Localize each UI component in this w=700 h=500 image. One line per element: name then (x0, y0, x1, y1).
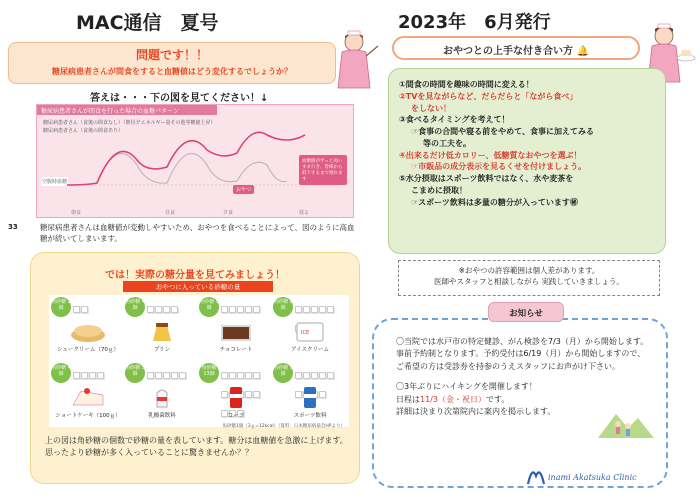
sugar-cubes (73, 365, 119, 385)
sugar-cube (155, 306, 162, 313)
sugar-panel (30, 252, 360, 484)
news-date-value: 11/3（金・祝日） (420, 394, 486, 404)
sugar-badge: 角砂糖 2個 (51, 297, 71, 317)
tip-4-detail: ☞市販品の成分表示を見るくせを付けましょう。 (411, 162, 587, 172)
sugar-cube (171, 372, 178, 379)
sugar-cubes (295, 299, 341, 319)
news-item-2: 〇3年ぶりにハイキングを開催します！ (396, 382, 537, 392)
sugar-item (51, 295, 125, 359)
tip-3: ③食べるタイミングを考えて！ (399, 115, 510, 125)
news-date-prefix: 日程は (396, 394, 420, 404)
sugar-note: 角砂糖1個（3ｇ=12kcal）（資料：日本糖尿病協会HPより） (222, 424, 345, 429)
tip-2: ②TVを見ながらなど、だらだらと「ながら食べ」 (399, 91, 578, 101)
news-item-2-detail: 詳細は決まり次第院内に案内を掲示します。 (396, 406, 556, 416)
tip-2-cont: をしない！ (411, 103, 451, 113)
tips-header (392, 36, 640, 60)
sugar-cube (81, 372, 88, 379)
cola-can-icon (215, 385, 257, 409)
tip-5-cont: こまめに摂取！ (411, 185, 467, 195)
sugar-cube (229, 306, 236, 313)
sugar-cube (295, 306, 302, 313)
nurse-pointing-illustration (330, 28, 380, 92)
graph-time-3: 夕食 (223, 210, 234, 216)
sugar-cube (163, 372, 170, 379)
sugar-item (199, 295, 273, 359)
sugar-item (273, 295, 347, 359)
clinic-logo-mark (526, 464, 666, 486)
sugar-cube (245, 306, 252, 313)
news-date-suffix: です。 (485, 394, 510, 404)
cream-puff-icon (67, 319, 109, 343)
sugar-badge: 角砂糖 9個 (273, 363, 293, 383)
issue-date: 2023年 6月発行 (398, 12, 551, 33)
clinic-logo (526, 464, 666, 486)
sugar-cube (311, 372, 318, 379)
sugar-cube (171, 306, 178, 313)
sugar-cube (179, 372, 186, 379)
shortcake-icon (67, 385, 109, 409)
sugar-cube (147, 372, 154, 379)
graph-note: 血糖値がずっと高いまま行き、皆様から低下するまで遅れます (299, 155, 347, 185)
sugar-badge: 角砂糖 13個 (199, 363, 219, 383)
tip-4: ④出来るだけ低カロリー、低糖質なおやつを選ぶ！ (399, 150, 582, 160)
graph-y-label: 空腹時血糖 (42, 179, 68, 185)
sugar-cube (245, 372, 252, 379)
tip-3-detail-cont: 等の工夫を。 (423, 138, 471, 148)
tip-1: ①間食の時間を趣味の時間に変える！ (399, 80, 534, 89)
sugar-cube (295, 372, 302, 379)
sugar-cube (237, 306, 244, 313)
sugar-cube (73, 306, 80, 313)
tip-3-detail: ☞食事の合間や寝る前をやめて、食事に加えてみる (411, 127, 595, 136)
tips-panel (388, 68, 666, 254)
graph-legend-2: 糖尿病患者さん（食後の間食あり） (43, 128, 124, 134)
sugar-cube (155, 372, 162, 379)
question-text: 糖尿病患者さんが間食をすると血糖値はどう変化するでしょうか？ (52, 67, 292, 76)
sugar-cube (303, 306, 310, 313)
sugar-badge: 角砂糖 5個 (199, 297, 219, 317)
graph-time-2: 昼食 (165, 210, 176, 216)
sugar-cube (97, 372, 104, 379)
sugar-cubes (147, 299, 193, 319)
tips-header-text: おやつとの上手な付き合い方 (443, 46, 574, 57)
sugar-cube (253, 372, 260, 379)
sugar-name: ショートケーキ（100ｇ） (55, 413, 121, 419)
answer-prompt: 答えは・・・下の図を見てください！↓ (90, 93, 269, 104)
hiking-illustration (598, 402, 654, 438)
news-item-1: 〇当院では水戸市の特定健診、がん検診を7/3（月）から開始します。 (396, 337, 649, 346)
sugar-name: チョコレート (219, 347, 253, 353)
sugar-cube (327, 372, 334, 379)
sugar-item (51, 361, 125, 425)
notice-line-1: ※おやつの許容範囲は個人差があります。 (458, 266, 600, 275)
blood-sugar-graph (36, 104, 354, 218)
sugar-cube (311, 306, 318, 313)
sugar-cube (221, 306, 228, 313)
explanation-text: 糖尿病患者さんは血糖値が変動しやすいため、おやつを食べることによって、図のように高血糖が続いてしまいます。 (40, 223, 355, 244)
ice-cream-icon (289, 319, 331, 343)
svg-text:ICE: ICE (301, 330, 310, 336)
graph-legend-1: 糖尿病患者さん（食後の間食なし）（朝昼夕エネルギー量その他等糖値上昇） (43, 120, 216, 126)
notice-line-2: 医師やスタッフと相談しながら 実践していきましょう。 (434, 277, 624, 287)
sugar-item (125, 361, 199, 425)
question-label: 問題です！！ (135, 48, 208, 62)
sugar-grid (49, 295, 349, 427)
newsletter-title: MAC通信 夏号 (76, 12, 219, 34)
snack-label: おやつ (233, 185, 254, 194)
sugar-name: スポーツ飲料 (293, 413, 327, 419)
graph-time-4: 寝る (299, 210, 310, 216)
sugar-cube (319, 372, 326, 379)
graph-title: 糖尿病患者さんが間食を行った場合の血糖パターン (37, 105, 217, 115)
sugar-name: コーラ (227, 413, 245, 419)
sugar-cube (147, 306, 154, 313)
sugar-cube (327, 306, 334, 313)
sugar-badge: 角砂糖 4個 (51, 363, 71, 383)
sugar-cubes (295, 365, 341, 385)
sports-drink-icon (289, 385, 331, 409)
sugar-cube (253, 306, 260, 313)
sugar-name: 乳酸菌飲料 (148, 413, 176, 419)
pudding-icon (141, 319, 183, 343)
sugar-badge: 角砂糖 8個 (273, 297, 293, 317)
sugar-cube (163, 306, 170, 313)
svg-text:inami Akatsuka Clinic: inami Akatsuka Clinic (548, 473, 637, 482)
news-tag: お知らせ (488, 302, 564, 322)
sugar-item (273, 361, 347, 425)
tip-5-detail: ☞スポーツ飲料は多量の糖分が入っています㊙ (411, 197, 578, 207)
explanation-marker: 33 (8, 223, 18, 231)
sugar-cube (237, 372, 244, 379)
graph-time-1: 朝食 (71, 210, 82, 216)
graph-explanation (8, 222, 360, 245)
sugar-name: プリン (153, 347, 171, 353)
sugar-name: シュークリーム（70ｇ） (57, 347, 119, 353)
sugar-cube (221, 372, 228, 379)
sugar-cube (81, 306, 88, 313)
sugar-cube (89, 372, 96, 379)
sugar-cube (319, 306, 326, 313)
sugar-badge: 角砂糖 4個 (125, 297, 145, 317)
tip-5: ⑤水分摂取はスポーツ飲料ではなく、水や麦茶を (399, 174, 574, 183)
lactic-drink-icon (141, 385, 183, 409)
question-box (8, 42, 336, 84)
sugar-badge: 角砂糖 5個 (125, 363, 145, 383)
sugar-cubes (221, 299, 267, 319)
sugar-item (125, 295, 199, 359)
chocolate-icon (215, 319, 257, 343)
sugar-name: アイスクリーム (291, 347, 329, 353)
sugar-cubes (221, 365, 267, 385)
news-item-1-detail: 事前予約制となります。予約受付は6/19（月）から開始しますので、ご希望の方は受診券を持参のうえスタッフにお声がけ下さい。 (396, 349, 646, 371)
sugar-cube (73, 372, 80, 379)
sugar-explanation: 上の図は角砂糖の個数で砂糖の量を表しています。糖分は血糖値を急激に上げます。思ったより砂糖が多く入っていることに驚きませんか？？ (45, 436, 348, 458)
sugar-item (199, 361, 273, 425)
sugar-cubes (73, 299, 119, 319)
sugar-cube (229, 372, 236, 379)
notice-box (398, 260, 660, 296)
sugar-cube (303, 372, 310, 379)
sugar-band: おやつに入っている砂糖の量 (123, 281, 273, 292)
sugar-cubes (147, 365, 193, 385)
bell-icon: 🔔 (576, 46, 589, 57)
sugar-title: では！実際の糖分量を見てみましょう！ (105, 270, 285, 281)
